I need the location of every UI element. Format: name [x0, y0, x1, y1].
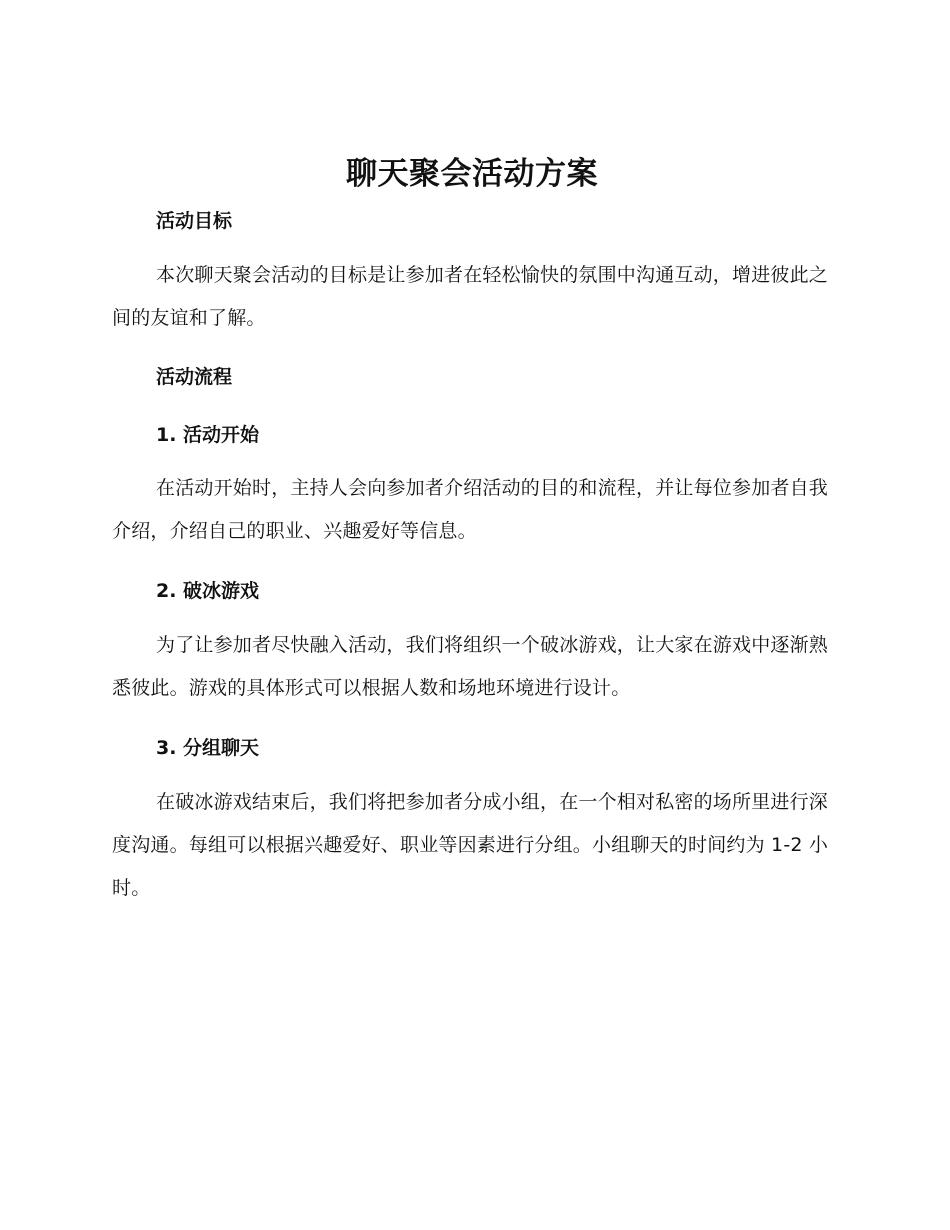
subsection-heading-icebreaker: 2. 破冰游戏 — [156, 580, 260, 602]
subsection-paragraph-icebreaker: 为了让参加者尽快融入活动，我们将组织一个破冰游戏，让大家在游戏中逐渐熟悉彼此。游戏的具体形式可以根据人数和场地环境进行设计。 — [112, 634, 829, 699]
subsection-heading-group-chat: 3. 分组聊天 — [156, 737, 260, 759]
section-heading-flow: 活动流程 — [156, 366, 233, 388]
subsection-paragraph-start: 在活动开始时，主持人会向参加者介绍活动的目的和流程，并让每位参加者自我介绍，介绍自己的职业、兴趣爱好等信息。 — [112, 477, 829, 542]
goal-paragraph: 本次聊天聚会活动的目标是让参加者在轻松愉快的氛围中沟通互动，增进彼此之间的友谊和了解。 — [112, 264, 829, 329]
section-heading-goal: 活动目标 — [156, 210, 233, 232]
subsection-paragraph-group-chat: 在破冰游戏结束后，我们将把参加者分成小组，在一个相对私密的场所里进行深度沟通。每组可以根据兴趣爱好、职业等因素进行分组。小组聊天的时间约为 1-2 小时。 — [112, 791, 829, 899]
document-title: 聊天聚会活动方案 — [346, 156, 598, 192]
document-page — [112, 150, 832, 910]
subsection-heading-start: 1. 活动开始 — [156, 424, 260, 446]
